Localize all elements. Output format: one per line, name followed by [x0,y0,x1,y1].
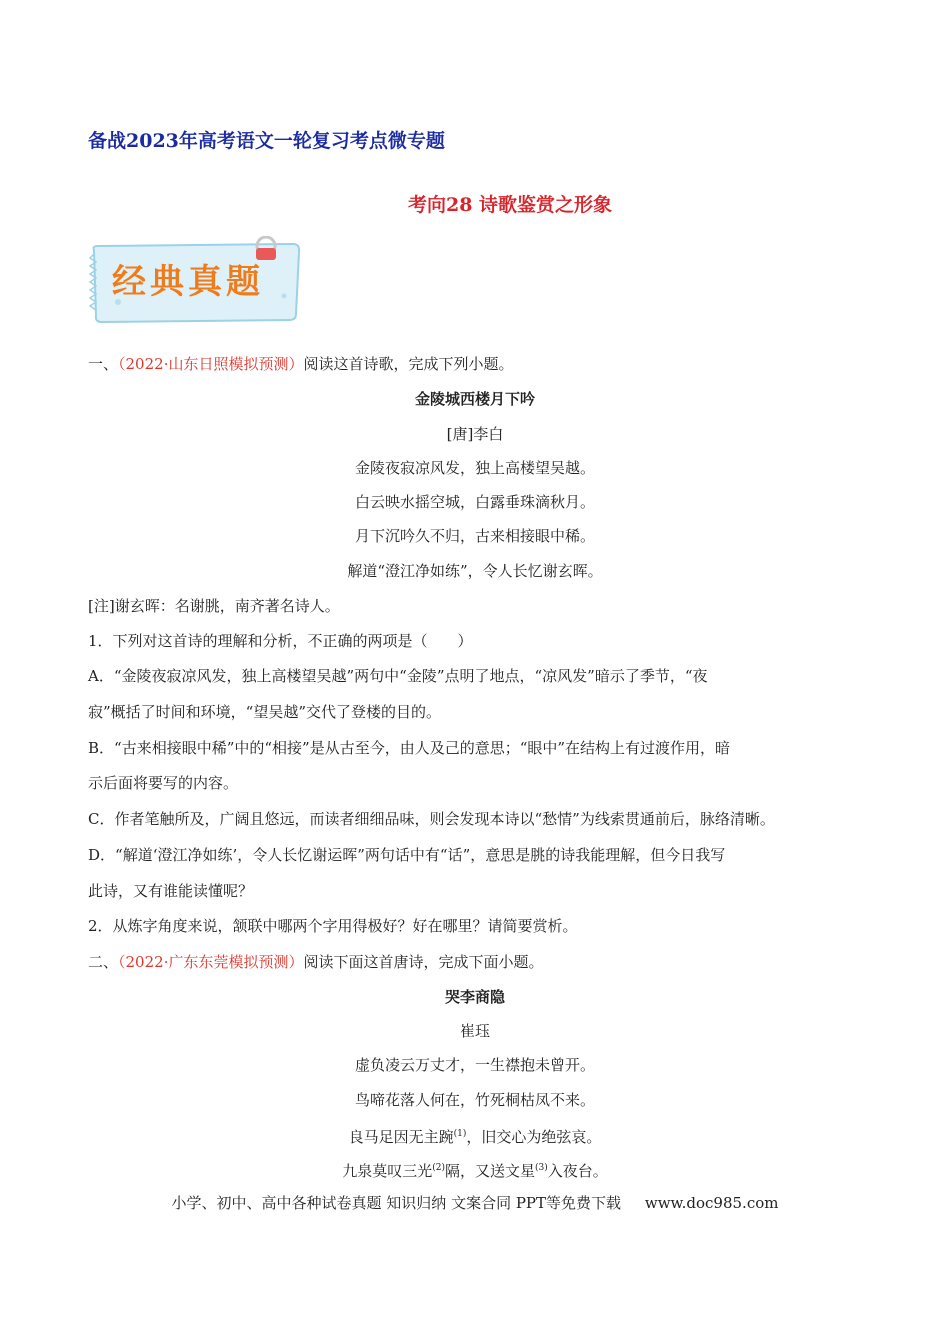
q1-poem-author: [唐]李白 [446,425,504,443]
q1-option-a-cont: 寂”概括了时间和环境，“望吴越”交代了登楼的目的。 [88,703,442,721]
q1-instruction: 阅读这首诗歌，完成下列小题。 [303,355,514,373]
footnote-mark: (3) [535,1163,548,1173]
q1-note: [注]谢玄晖：名谢朓，南齐著名诗人。 [88,597,340,615]
q2-line4-part: 隔，又送文星 [444,1162,535,1180]
q2-poem-line [0,1158,950,1181]
q2-line3-part: ，旧交心为绝弦哀。 [466,1128,602,1146]
classic-questions-badge [88,236,304,328]
q1-option-a: A．“金陵夜寂凉风发，独上高楼望吴越”两句中“金陵”点明了地点，“凉风发”暗示了季节，“夜 [88,667,708,685]
badge-label: 经典真题 [112,262,264,302]
q2-poem-title: 哭李商隐 [444,988,505,1006]
q1-option-c: C．作者笔触所及，广阔且悠远，而读者细细品味，则会发现本诗以“愁情”为线索贯通前后，脉络清晰。 [88,810,775,828]
q1-option-b-cont: 示后面将要写的内容。 [88,774,239,792]
q2-prefix: 二、 [88,953,119,971]
q1-prefix: 一、 [88,355,119,373]
q1-poem-line: 解道“澄江净如练”，令人长忆谢玄晖。 [347,562,603,580]
q1-question-2: 2．从炼字角度来说，颔联中哪两个字用得极好？好在哪里？请简要赏析。 [88,917,578,935]
footnote-mark: (1) [453,1129,467,1139]
q1-source: （2022·山东日照模拟预测） [118,355,304,373]
q2-poem-line [0,1124,950,1147]
footnote-mark: (2) [432,1163,445,1173]
q2-poem-line: 虚负凌云万丈才，一生襟抱未曾开。 [354,1056,595,1074]
footer-url[interactable]: www.doc985.com [644,1194,779,1212]
q2-line3-part: 良马足因无主踠 [348,1128,454,1146]
q2-instruction: 阅读下面这首唐诗，完成下面小题。 [303,953,544,971]
series-title: 备战2023年高考语文一轮复习考点微专题 [88,130,445,152]
q1-option-d: D．“解道‘澄江净如练’，令人长忆谢运晖”两句话中有“话”，意思是朓的诗我能理解，但今日我写 [88,846,726,864]
q1-poem-line: 白云映水摇空城，白露垂珠滴秋月。 [354,493,595,511]
q2-source: （2022·广东东莞模拟预测） [118,953,304,971]
q2-line4-part: 九泉莫叹三光 [342,1162,433,1180]
q1-poem-line: 月下沉吟久不归，古来相接眼中稀。 [354,527,595,545]
q2-heading [88,952,543,972]
q2-line4-part: 入夜台。 [547,1162,608,1180]
q1-heading [88,354,513,374]
q1-poem-title: 金陵城西楼月下吟 [414,390,535,408]
q2-poem-line: 鸟啼花落人何在，竹死桐枯凤不来。 [354,1091,595,1109]
q1-option-d-cont: 此诗，又有谁能读懂呢？ [88,882,254,900]
q1-poem-line: 金陵夜寂凉风发，独上高楼望吴越。 [354,459,595,477]
q2-poem-author: 崔珏 [459,1022,490,1040]
q1-question-1: 1．下列对这首诗的理解和分析，不正确的两项是（ ） [88,632,473,650]
footer-text: 小学、初中、高中各种试卷真题 知识归纳 文案合同 PPT等免费下载 [171,1194,622,1212]
topic-title: 考向28 诗歌鉴赏之形象 [407,194,613,216]
q1-option-b: B．“古来相接眼中稀”中的“相接”是从古至今，由人及己的意思；“眼中”在结构上有过渡作用，暗 [88,739,731,757]
page-footer [0,1192,950,1213]
